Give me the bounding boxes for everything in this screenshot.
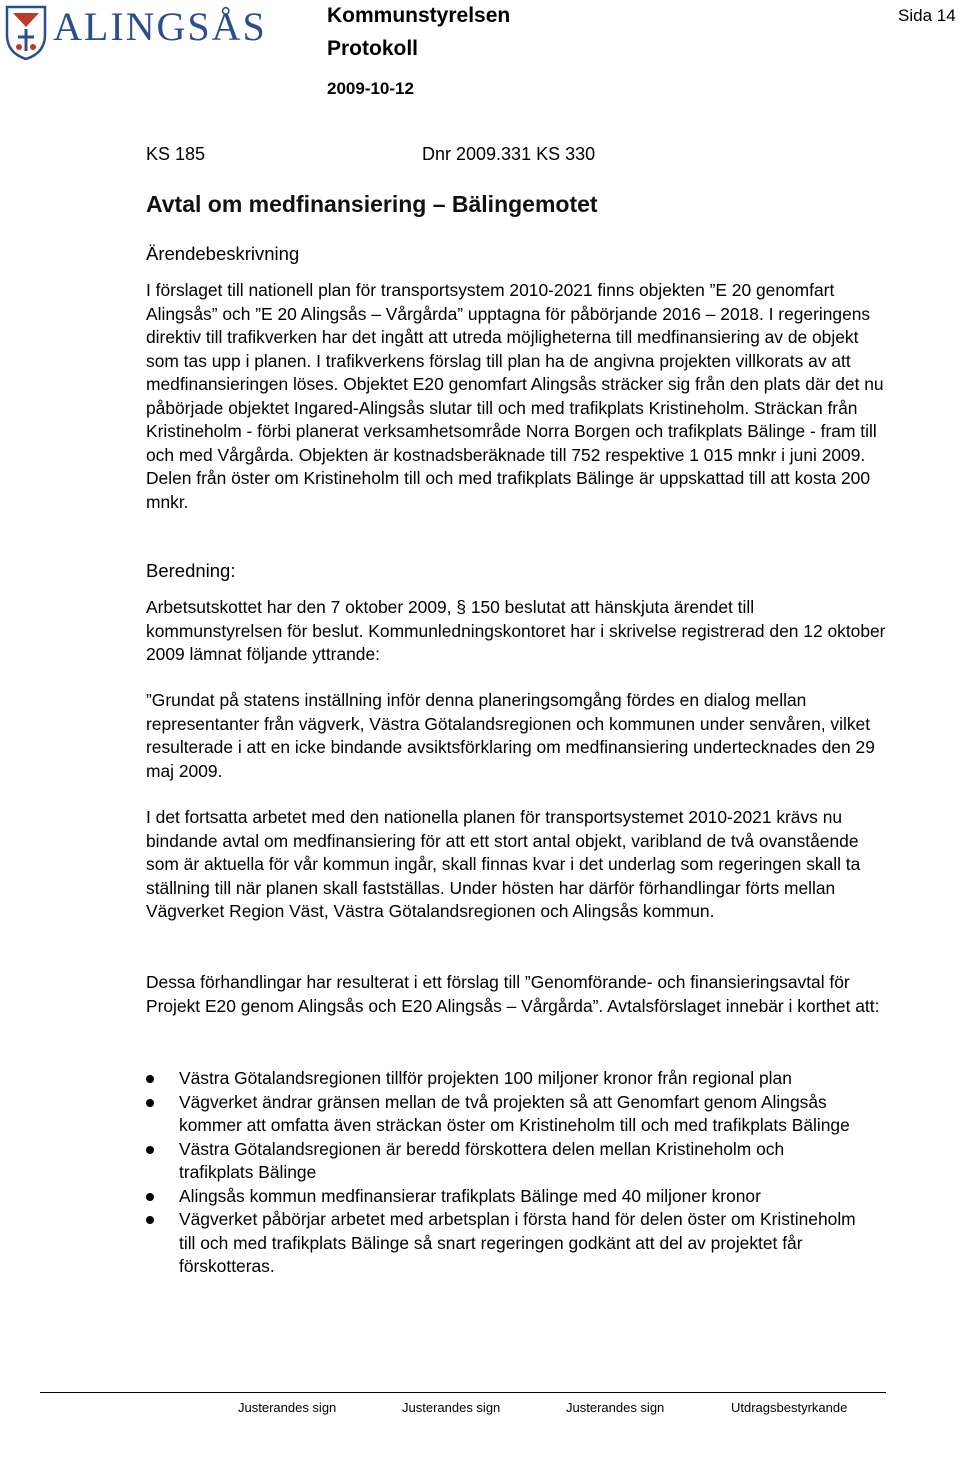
dnr-number: Dnr 2009.331 KS 330 [422, 144, 596, 164]
signature-field-2: Justerandes sign [402, 1400, 501, 1415]
extract-certification-field: Utdragsbestyrkande [731, 1400, 848, 1415]
bullet-icon [146, 1146, 154, 1154]
footer-divider [40, 1392, 886, 1393]
coat-of-arms-icon [5, 5, 47, 61]
document-title: Avtal om medfinansiering – Bälingemotet [146, 191, 598, 217]
list-item: Alingsås kommun medfinansierar trafikplats Bälinge med 40 miljoner kronor [146, 1185, 858, 1209]
list-item: Västra Götalandsregionen är beredd förskottera delen mellan Kristineholm och trafikplats Bälinge [146, 1138, 858, 1185]
negotiation-result-paragraph [146, 971, 891, 1018]
paragraph-text: I förslaget till nationell plan för transportsystem 2010-2021 finns objekten ”E 20 genomfart Alingsås” och ”E 20 Alingsås – Vårgårda” upptagna för påbörjande 2016 – 2018. I regeringens direktiv till trafikverken har det ingått att utreda möjligheterna till medfinansiering av de objekt som tas upp i planen. I trafikverkens förslag till plan ha de angivna projekten villkorats av att medfinansieringen löses. Objektet E20 genomfart Alingsås sträcker sig från den plats där det nu påbörjade objektet Ingared-Alingsås slutar till och med trafikplats Kristineholm. Sträckan från Kristineholm - förbi planerat verksamhetsområde Norra Borgen och trafikplats Bälinge - fram till och med Vårgårda. Objekten är kostnadsberäknade till 752 respektive 1 015 mnkr i juni 2009. Delen från öster om Kristineholm till och med trafikplats Bälinge är uppskattad till att kosta 200 mnkr. [146, 280, 884, 512]
paragraph-text: Dessa förhandlingar har resulterat i ett förslag till ”Genomförande- och finansieringsavtal för Projekt E20 genom Alingsås och E20 Alingsås – Vårgårda”. Avtalsförslaget innebär i korthet att: [146, 972, 880, 1016]
preparation-heading: Beredning: [146, 560, 236, 581]
bullet-icon [146, 1075, 154, 1083]
case-reference-line [146, 143, 891, 165]
document-type: Protokoll [327, 37, 419, 60]
continued-work-paragraph [146, 806, 891, 924]
case-description-paragraph [146, 279, 891, 514]
agreement-bullet-list [146, 1067, 858, 1279]
list-item: Vägverket ändrar gränsen mellan de två projekten så att Genomfart genom Alingsås kommer att omfatta även sträckan öster om Kristineholm till och med trafikplats Bälinge [146, 1091, 858, 1138]
paragraph-text: I det fortsatta arbetet med den nationella planen för transportsystemet 2010-2021 krävs nu bindande avtal om medfinansiering för att ett stort antal objekt, varibland de två ovanstående som är aktuella för vår kommun ingår, skall finnas kvar i det underlag som regeringen skall ta ställning till när planen skall fastställas. Under hösten har därför förhandlingar förts mellan Vägverket Region Väst, Västra Götalandsregionen och Alingsås kommun. [146, 807, 861, 921]
signature-field-3: Justerandes sign [566, 1400, 665, 1415]
municipality-logo [5, 3, 267, 61]
page-number: Sida 14 [898, 6, 956, 25]
bullet-icon [146, 1193, 154, 1201]
bullet-icon [146, 1216, 154, 1224]
ks-number: KS 185 [146, 144, 206, 164]
meeting-date: 2009-10-12 [327, 79, 414, 98]
list-item: Vägverket påbörjar arbetet med arbetsplan i första hand för delen öster om Kristineholm till och med trafikplats Bälinge så snart regeringen godkänt att del av projektet får förskotteras. [146, 1208, 858, 1279]
committee-title: Kommunstyrelsen [327, 4, 511, 27]
preparation-paragraph-1 [146, 596, 891, 667]
case-description-heading: Ärendebeskrivning [146, 243, 300, 264]
bullet-icon [146, 1099, 154, 1107]
logo-wordmark: ALINGSÅS [53, 4, 267, 49]
list-item: Västra Götalandsregionen tillför projekten 100 miljoner kronor från regional plan [146, 1067, 858, 1091]
signature-field-1: Justerandes sign [238, 1400, 337, 1415]
paragraph-text: Arbetsutskottet har den 7 oktober 2009, § 150 beslutat att hänskjuta ärendet till kommunstyrelsen för beslut. Kommunledningskontoret har i skrivelse registrerad den 12 oktober 2009 lämnat följande yttrande: [146, 597, 886, 664]
paragraph-text: ”Grundat på statens inställning inför denna planeringsomgång fördes en dialog mellan representanter från vägverk, Västra Götalandsregionen och kommunen under senvåren, vilket resulterade i att en icke bindande avsiktsförklaring om medfinansiering undertecknades den 29 maj 2009. [146, 690, 875, 781]
quoted-statement-paragraph [146, 689, 891, 783]
